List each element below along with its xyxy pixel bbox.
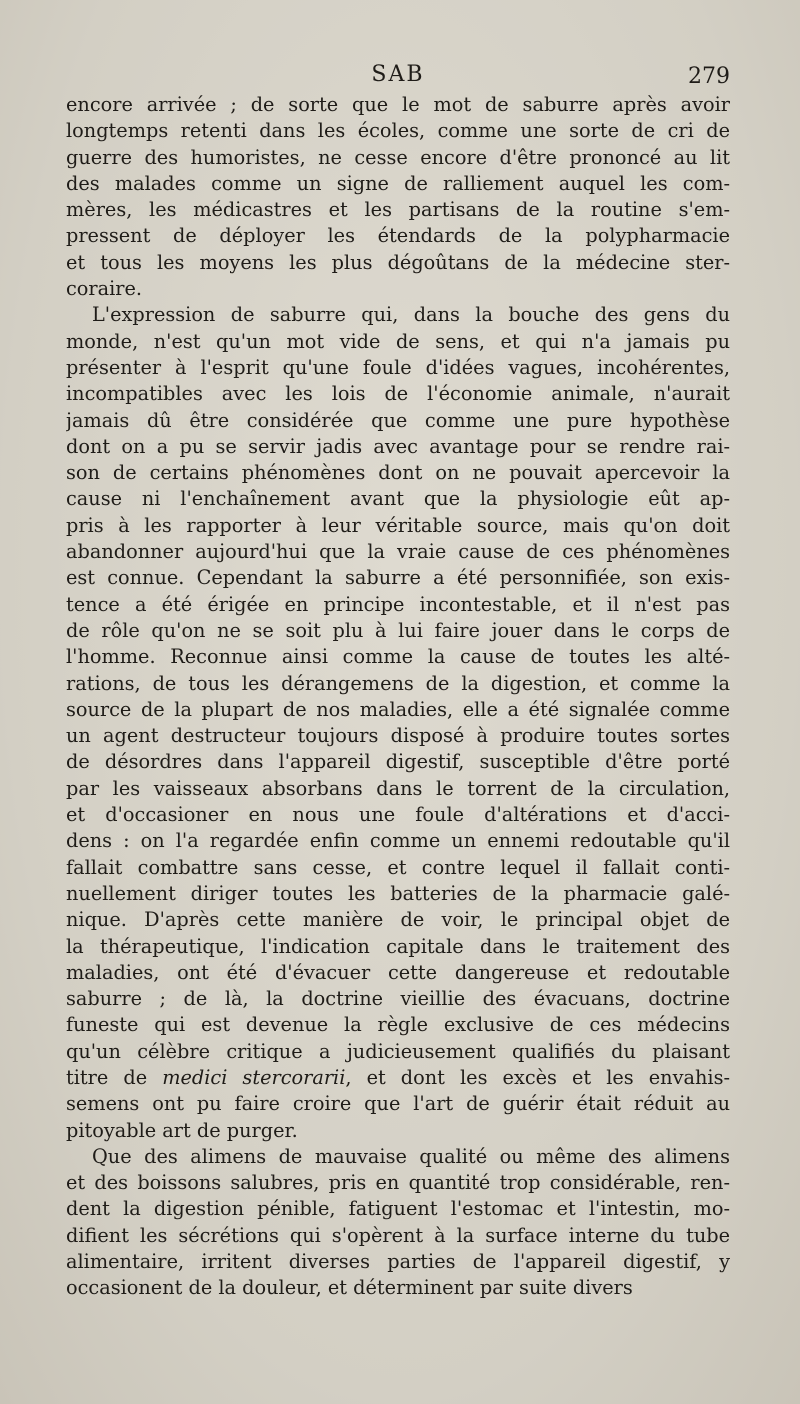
text-line: fallait combattre sans cesse, et contre lequel il fallait conti-	[66, 855, 730, 879]
text-line: longtemps retenti dans les écoles, comme une sorte de cri de	[66, 119, 730, 143]
text-line: mères, les médicastres et les partisans de la routine s'em-	[66, 198, 730, 222]
text-line: rations, de tous les dérangemens de la digestion, et comme la	[66, 671, 730, 695]
text-line: coraire.	[66, 277, 143, 301]
text-line: est connue. Cependant la saburre a été personnifiée, son exis-	[66, 566, 730, 590]
text-line: et des boissons salubres, pris en quantité trop considérable, ren-	[66, 1171, 730, 1195]
text-line: L'expression de saburre qui, dans la bouche des gens du	[92, 303, 730, 327]
text-line: funeste qui est devenue la règle exclusive de ces médecins	[66, 1013, 730, 1037]
body-text	[66, 92, 730, 1302]
text-line: par les vaisseaux absorbans dans le torrent de la circulation,	[66, 776, 730, 800]
text-line: la thérapeutique, l'indication capitale dans le traitement des	[66, 934, 730, 958]
text-line: dent la digestion pénible, fatiguent l'estomac et l'intestin, mo-	[66, 1197, 730, 1221]
text-line: titre de medici stercorarii, et dont les excès et les envahis-	[66, 1065, 730, 1089]
text-line: son de certains phénomènes dont on ne pouvait apercevoir la	[66, 461, 730, 485]
text-line: abandonner aujourd'hui que la vraie cause de ces phénomènes	[66, 540, 730, 564]
text-line: dens : on l'a regardée enfin comme un ennemi redoutable qu'il	[66, 829, 730, 853]
text-line: maladies, ont été d'évacuer cette dangereuse et redoutable	[66, 960, 730, 984]
running-title: SAB	[371, 62, 425, 87]
text-line: et d'occasioner en nous une foule d'altérations et d'acci-	[66, 803, 730, 827]
text-line: et tous les moyens les plus dégoûtans de la médecine ster-	[66, 250, 730, 274]
text-line: incompatibles avec les lois de l'économie animale, n'aurait	[66, 382, 730, 406]
text-line: occasionent de la douleur, et déterminent par suite divers	[66, 1276, 633, 1300]
text-line: alimentaire, irritent diverses parties de l'appareil digestif, y	[66, 1250, 730, 1274]
paragraph	[66, 302, 730, 1144]
text-line: l'homme. Reconnue ainsi comme la cause de toutes les alté-	[66, 645, 730, 669]
page-number: 279	[688, 64, 730, 89]
text-line: encore arrivée ; de sorte que le mot de saburre après avoir	[66, 93, 730, 116]
text-line: difient les sécrétions qui s'opèrent à la surface interne du tube	[66, 1223, 730, 1247]
text-line: monde, n'est qu'un mot vide de sens, et qui n'a jamais pu	[66, 329, 730, 353]
text-line: des malades comme un signe de ralliement auquel les com-	[66, 171, 730, 195]
text-line: présenter à l'esprit qu'une foule d'idées vagues, incohérentes,	[66, 355, 730, 379]
paragraph	[66, 1144, 730, 1302]
text-line: guerre des humoristes, ne cesse encore d'être prononcé au lit	[66, 145, 730, 169]
text-line: pitoyable art de purger.	[66, 1118, 298, 1142]
text-line: source de la plupart de nos maladies, elle a été signalée comme	[66, 697, 730, 721]
text-line: nique. D'après cette manière de voir, le principal objet de	[66, 908, 730, 932]
text-line: semens ont pu faire croire que l'art de guérir était réduit au	[66, 1092, 730, 1116]
text-line: tence a été érigée en principe incontestable, et il n'est pas	[66, 592, 730, 616]
text-line: jamais dû être considérée que comme une pure hypothèse	[66, 408, 730, 432]
text-line: pressent de déployer les étendards de la polypharmacie	[66, 224, 730, 248]
text-line: de désordres dans l'appareil digestif, susceptible d'être porté	[66, 750, 730, 774]
text-line: de rôle qu'on ne se soit plu à lui faire jouer dans le corps de	[66, 618, 730, 642]
text-line: saburre ; de là, la doctrine vieillie des évacuans, doctrine	[66, 987, 730, 1011]
text-line: cause ni l'enchaînement avant que la physiologie eût ap-	[66, 487, 730, 511]
text-line: dont on a pu se servir jadis avec avantage pour se rendre rai-	[66, 434, 730, 458]
text-line: un agent destructeur toujours disposé à produire toutes sortes	[66, 724, 730, 748]
text-line: qu'un célèbre critique a judicieusement qualifiés du plaisant	[66, 1039, 730, 1063]
text-line: Que des alimens de mauvaise qualité ou même des alimens	[92, 1144, 730, 1168]
running-head	[66, 58, 730, 92]
text-line: pris à les rapporter à leur véritable source, mais qu'on doit	[66, 513, 730, 537]
text-line: nuellement diriger toutes les batteries de la pharmacie galé-	[66, 881, 730, 905]
paragraph	[66, 92, 730, 302]
